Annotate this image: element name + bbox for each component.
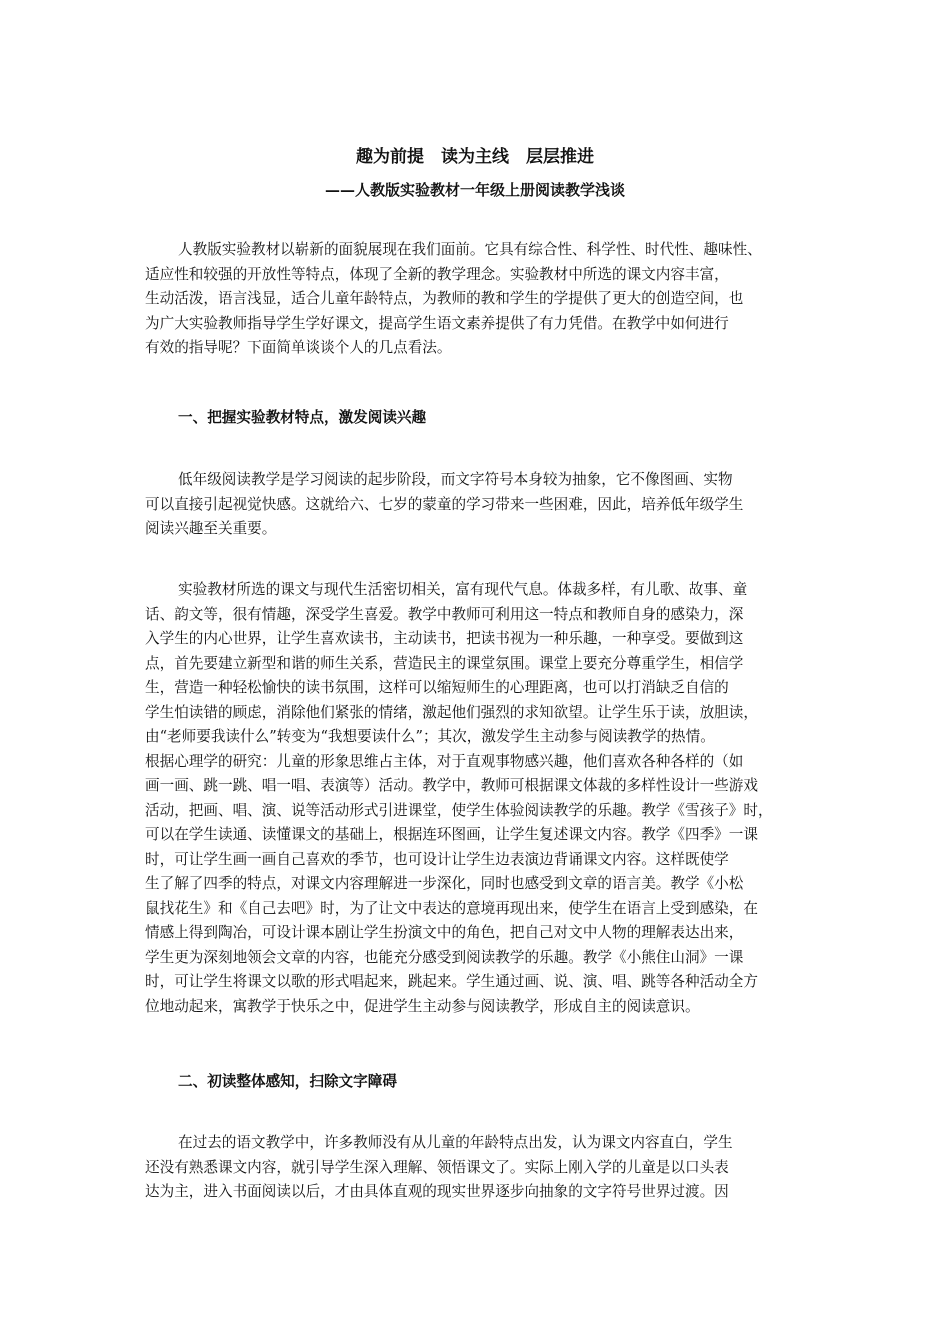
paragraph-line: 画一画、跳一跳、唱一唱、表演等）活动。教学中，教师可根据课文体裁的多样性设计一些游戏 — [145, 777, 758, 794]
document-subtitle: ——人教版实验教材一年级上册阅读教学浅谈 — [324, 181, 625, 199]
paragraph-line: 点，首先要建立新型和谐的师生关系，营造民主的课堂氛围。课堂上要充分尊重学生，相信学 — [145, 654, 744, 672]
paragraph-line: 为广大实验教师指导学生学好课文，提高学生语文素养提供了有力凭借。在教学中如何进行 — [145, 314, 729, 332]
paragraph-line: 生动活泼，语言浅显，适合儿童年龄特点，为教师的教和学生的学提供了更大的创造空间，也 — [145, 290, 744, 307]
section1-paragraph-1 — [145, 468, 815, 542]
paragraph-line: 生，营造一种轻松愉快的读书氛围，这样可以缩短师生的心理距离，也可以打消缺乏自信的 — [145, 679, 729, 696]
paragraph-line: 适应性和较强的开放性等特点，体现了全新的教学理念。实验教材中所选的课文内容丰富， — [145, 265, 729, 283]
section2-paragraph-1 — [145, 1131, 815, 1205]
paragraph-line: 还没有熟悉课文内容，就引导学生深入理解、领悟课文了。实际上刚入学的儿童是以口头表 — [145, 1158, 729, 1176]
paragraph-line: 由“老师要我读什么”转变为“我想要读什么”；其次，激发学生主动参与阅读教学的热情。 — [145, 728, 715, 745]
section1-paragraph-2 — [145, 578, 815, 1019]
paragraph-line: 阅读兴趣至关重要。 — [145, 520, 277, 537]
section-heading-1: 一、把握实验教材特点，激发阅读兴趣 — [178, 409, 427, 426]
paragraph-line: 根据心理学的研究：儿童的形象思维占主体，对于直观事物感兴趣，他们喜欢各种各样的（如 — [145, 752, 744, 770]
paragraph-line: 可以直接引起视觉快感。这就给六、七岁的蒙童的学习带来一些困难，因此，培养低年级学生 — [145, 495, 744, 513]
paragraph-line: 有效的指导呢？下面简单谈谈个人的几点看法。 — [145, 339, 452, 356]
paragraph-line: 时，可让学生将课文以歌的形式唱起来，跳起来。学生通过画、说、演、唱、跳等各种活动全方 — [145, 973, 758, 990]
paragraph-line: 学生怕读错的顾虑，消除他们紧张的情绪，激起他们强烈的求知欲望。让学生乐于读，放胆读， — [145, 703, 758, 721]
intro-paragraph — [145, 238, 815, 361]
paragraph-line: 生了解了四季的特点，对课文内容理解进一步深化，同时也感受到文章的语言美。教学《小松 — [145, 875, 744, 892]
paragraph-line: 达为主，进入书面阅读以后，才由具体直观的现实世界逐步向抽象的文字符号世界过渡。因 — [145, 1183, 729, 1200]
paragraph-line: 实验教材所选的课文与现代生活密切相关，富有现代气息。体裁多样，有儿歌、故事、童 — [178, 581, 748, 598]
paragraph-line: 位地动起来，寓教学于快乐之中，促进学生主动参与阅读教学，形成自主的阅读意识。 — [145, 997, 700, 1015]
paragraph-line: 在过去的语文教学中，许多教师没有从儿童的年龄特点出发，认为课文内容直白，学生 — [178, 1134, 733, 1151]
document-title: 趣为前提 读为主线 层层推进 — [356, 147, 594, 167]
paragraph-line: 人教版实验教材以崭新的面貌展现在我们面前。它具有综合性、科学性、时代性、趣味性、 — [178, 241, 762, 258]
paragraph-line: 低年级阅读教学是学习阅读的起步阶段，而文字符号本身较为抽象，它不像图画、实物 — [178, 471, 733, 488]
section-heading-2: 二、初读整体感知，扫除文字障碍 — [178, 1073, 397, 1090]
paragraph-line: 活动，把画、唱、演、说等活动形式引进课堂，使学生体验阅读教学的乐趣。教学《雪孩子》时， — [145, 801, 773, 819]
paragraph-line: 话、韵文等，很有情趣，深受学生喜爱。教学中教师可利用这一特点和教师自身的感染力，深 — [145, 605, 744, 623]
paragraph-line: 情感上得到陶冶，可设计课本剧让学生扮演文中的角色，把自己对文中人物的理解表达出来， — [145, 924, 744, 941]
paragraph-line: 学生更为深刻地领会文章的内容，也能充分感受到阅读教学的乐趣。教学《小熊住山洞》一课 — [145, 948, 744, 966]
paragraph-line: 可以在学生读通、读懂课文的基础上，根据连环图画，让学生复述课文内容。教学《四季》一课 — [145, 826, 758, 843]
paragraph-line: 鼠找花生》和《自己去吧》时，为了让文中表达的意境再现出来，使学生在语言上受到感染，在 — [145, 899, 758, 917]
paragraph-line: 入学生的内心世界，让学生喜欢读书，主动读书，把读书视为一种乐趣，一种享受。要做到这 — [145, 630, 744, 647]
paragraph-line: 时，可让学生画一画自己喜欢的季节，也可设计让学生边表演边背诵课文内容。这样既使学 — [145, 850, 729, 868]
